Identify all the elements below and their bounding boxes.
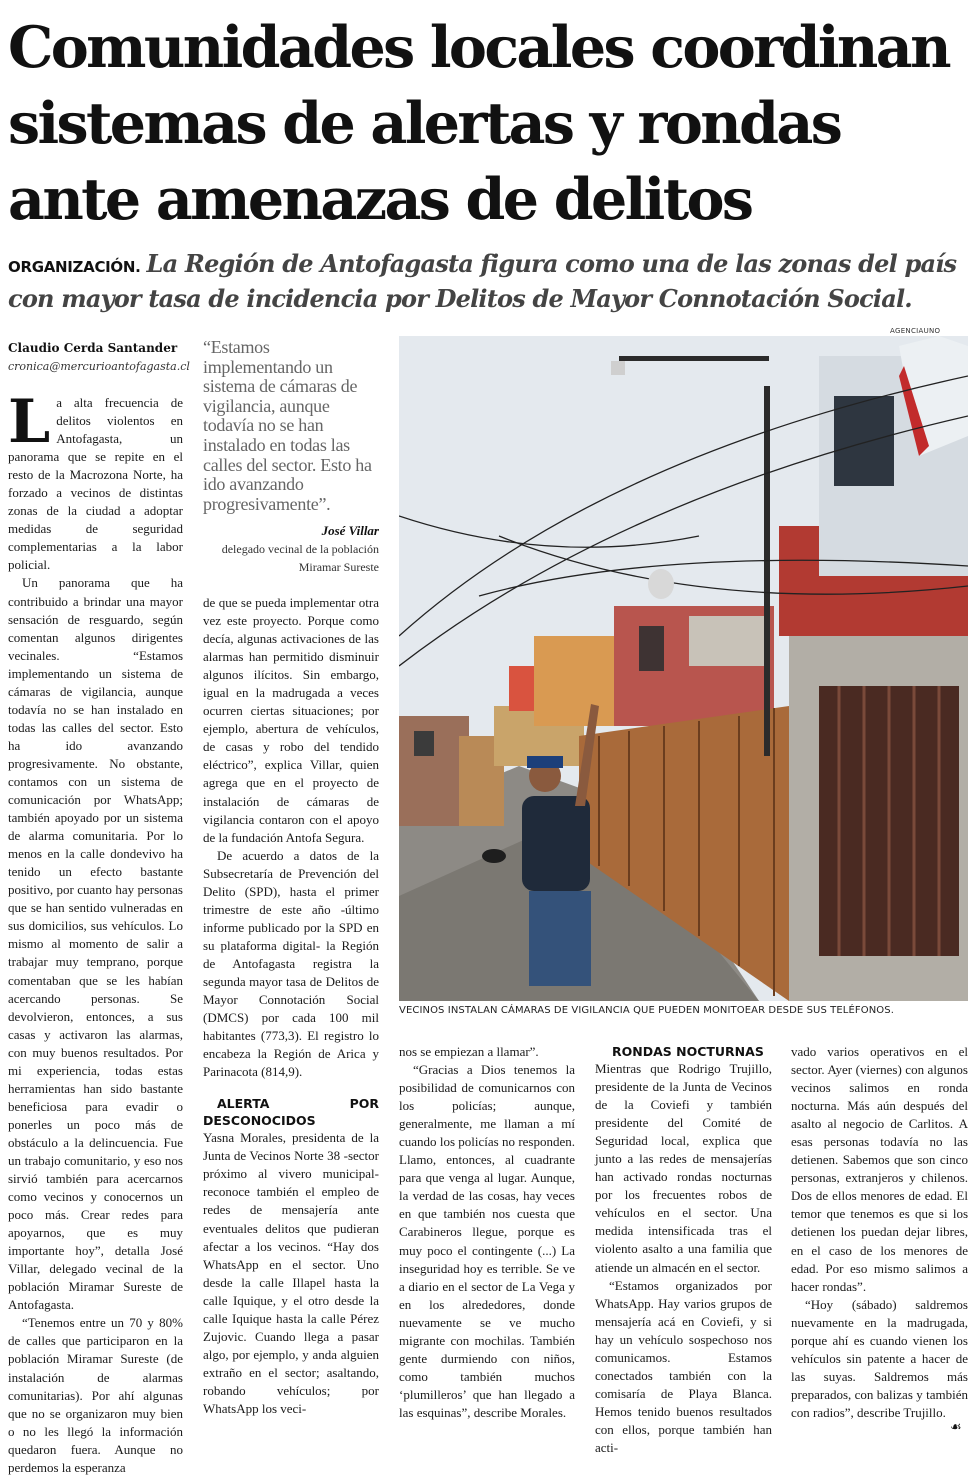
- drop-cap: L: [8, 387, 51, 457]
- col1-paragraph-3: “Tenemos entre un 70 y 80% de calles que participaron en la población Miramar Sureste (de instalación de alarmas comunitarias). Por ahí algunas que no se organizaron muy bien o no les llegó la información quedaron fuera. Aunque no perdemos la esperanza: [8, 1315, 183, 1475]
- end-mark-icon: ☙: [950, 1420, 962, 1435]
- pull-quote: “Estamos implementando un sistema de cámaras de vigilancia, aunque todavía no se han instalado en todas las calles del sector. Esto ha ido avanzando progresivamente”.: [203, 337, 372, 514]
- col5-paragraph-2: “Hoy (sábado) saldremos nuevamente en la madrugada, porque ahí es cuando vienen los vehículos sin patente a hacer de las suyas. Saldremos más preparados, con balizas y también con radios”, describe Trujillo.: [791, 1296, 968, 1420]
- headline: Comunidades locales coordinan sistemas de alertas y rondas ante amenazas de delitos: [8, 14, 949, 233]
- quote-author-role: delegado vecinal de la población Miramar Sureste: [221, 542, 379, 574]
- col3-paragraph-1: nos se empiezan a llamar”.: [399, 1044, 539, 1059]
- col4-paragraph-1: Mientras que Rodrigo Trujillo, presidente de la Junta de Vecinos de la Coviefi y también presidente del Comité de Seguridad local, explica que junto a las redes de mensajerías han activado rondas nocturnas por los frecuentes robos de vehículos en el sector. Una medida intensificada tras el violento asalto a una familia que atiende un almacén en el sector.: [595, 1061, 772, 1275]
- byline: Claudio Cerda Santander: [8, 341, 178, 355]
- col5-paragraph-1: vado varios operativos en el sector. Ayer (viernes) con algunos vecinos salimos en ronda nocturna. Más aún después del asalto al negocio de Carlitos. A esas personas todavía no las detienen. Sabemos que son cinco personas, extranjeros y chilenos. Dos de ellos menores de edad. El temor que tenemos es que si los detienen los puedan dejar libres, en el caso de los menores de edad. Por eso mismo salimos a hacer rondas”.: [791, 1044, 968, 1294]
- street-scene-illustration: [399, 336, 968, 1001]
- column-1: [8, 387, 183, 1477]
- street-photo: [399, 336, 968, 1001]
- photo-caption: VECINOS INSTALAN CÁMARAS DE VIGILANCIA QUE PUEDEN MONITOEAR DESDE SUS TELÉFONOS.: [399, 1005, 894, 1016]
- column-4: [595, 1043, 772, 1457]
- column-3: [399, 1043, 575, 1422]
- photo-credit: AGENCIAUNO: [890, 327, 941, 335]
- quote-author: José Villar: [321, 523, 379, 538]
- col2-paragraph-3: Yasna Morales, presidenta de la Junta de Vecinos Norte 38 -sector próximo al vivero municipal- reconoce también el empleo de redes de mensajería ante eventuales delitos que pudieran afectar a los vecinos. “Hay dos WhatsApp en el sector. Uno desde la calle Illapel hasta la calle Iquique, y el otro desde la calle Iquique hasta la calle Pérez Zujovic. Cuando llega a pasar algo, por ejemplo, y anda alguien extraño en el sector; asaltando, robando vehículos; por WhatsApp los veci-: [203, 1130, 379, 1416]
- col2-paragraph-1: de que se pueda implementar otra vez este proyecto. Porque como decía, algunas activaciones de las alarmas han permitido disminuir algunos ilícitos. Sin embargo, igual en la madrugada a veces ocurren ciertas situaciones; por ejemplo, abertura de vehículos, de casas y robo del tendido eléctrico”, explica Villar, quien agrega que en el proyecto de instalación de cámaras de vigilancia contaron con el apoyo de la fundación Antofa Segura.: [203, 595, 379, 845]
- col3-paragraph-2: “Gracias a Dios tenemos la posibilidad de comunicarnos con los policías; aunque, generalmente, me llaman a mí cuando los policías no responden. Llamo, entonces, al cuadrante para que venga al lugar. Aunque, la verdad de las cosas, hay veces en que también nos cuesta que Carabineros llegue, porque es muy poco el contingente (...) La inseguridad hoy es terrible. Se ve a diario en el sector de La Vega y en los alrededores, donde nuevamente se ve mucho migrante con mochilas. También gente durmiendo con niños, como también muchos ‘plumilleros’ que han llegado a las esquinas”, describe Morales.: [399, 1062, 575, 1420]
- deck: [8, 248, 968, 314]
- deck-text: La Región de Antofagasta figura como una de las zonas del país con mayor tasa de incidencia por Delitos de Mayor Connotación Social.: [8, 249, 957, 313]
- col1-paragraph-1: a alta frecuencia de delitos violentos en Antofagasta, un panorama que se repite en el resto de la Macrozona Norte, ha forzado a vecinos de distintas zonas de la ciudad a adoptar medidas de seguridad complementarias a la labor policial.: [8, 395, 183, 573]
- col4-paragraph-2: “Estamos organizados por WhatsApp. Hay varios grupos de mensajería acá en Coviefi, y si hay un vehículo sospechoso nos comunicamos. Estamos conectados también con la comisaría de Playa Blanca. Hemos tenido buenos resultados con ellos, porque también han acti-: [595, 1277, 772, 1455]
- subhead-rondas: RONDAS NOCTURNAS: [612, 1044, 764, 1059]
- col1-paragraph-2: Un panorama que ha contribuido a brindar una mayor sensación de resguardo, según comentan algunos dirigentes vecinales. “Estamos implementando un sistema de cámaras de vigilancia, aunque todavía no se han instalado en todas las calles del sector. Esto ha ido avanzando progresivamente. No obstante, contamos con un sistema de comunicación por WhatsApp; también apoyado por un sistema de alarma comunitaria. Por lo menos en la calle dondevivo ha tenido un efecto bastante positivo, por cuanto hay personas que se han sentido vulneradas en sus domicilios, sus vehículos. Lo mismo al momento de salir a trabajar muy temprano, porque comentaban que se les habían acercando personas. Se devolvieron, entonces, a sus casas y activaron las alarmas, con muy buenos resultados. Por mi experiencia, todas estas herramientas han sido bastante beneficiosa para evadir o ponerles un poco más de obstáculo a la delincuencia. Fue un trabajo comunitario, y eso nos sirvió también para acercarnos como vecinos y conocernos un poco más. Crear redes para apoyarnos, que es muy importante hoy”, detalla José Villar, delegado vecinal de la población Miramar Sureste de Antofagasta.: [8, 575, 183, 1313]
- column-2: [203, 594, 379, 1418]
- subhead-alerta: ALERTA POR DESCONOCIDOS: [203, 1096, 379, 1129]
- author-email: cronica@mercurioantofagasta.cl: [8, 360, 190, 373]
- col2-paragraph-2: De acuerdo a datos de la Subsecretaría de Prevención del Delito (SPD), hasta el primer trimestre de este año -último informe publicado por la SPD en su plataforma digital- la Región de Antofagasta registra la segunda mayor tasa de Delitos de Mayor Connotación Social (DMCS) por cada 100 mil habitantes (773,3). El registro lo encabeza la Región de Arica y Parinacota (814,9).: [203, 847, 379, 1080]
- column-5: [791, 1043, 968, 1422]
- kicker: ORGANIZACIÓN.: [8, 258, 141, 276]
